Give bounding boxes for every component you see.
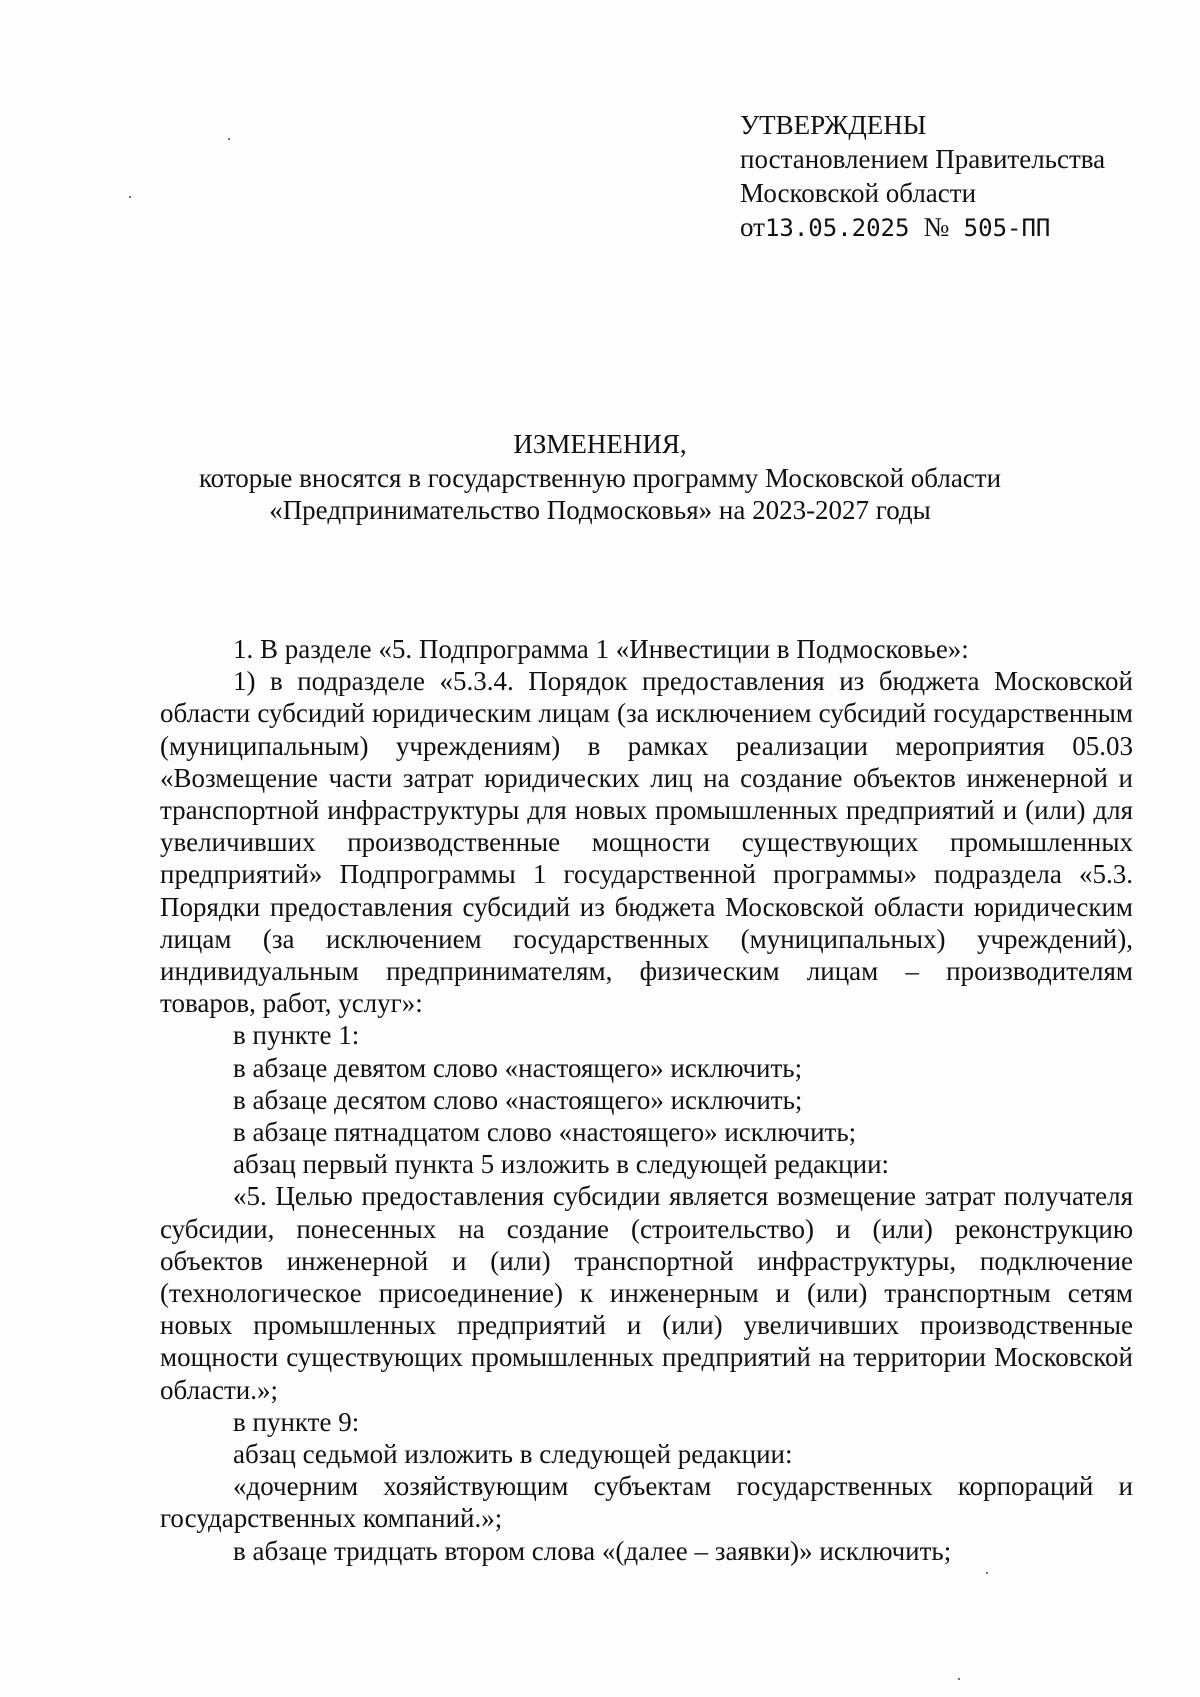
approval-number: 505-ПП [963,214,1051,242]
paragraph: в абзаце пятнадцатом слово «настоящего» исключить; [233,1117,857,1148]
document-body [160,633,1133,1567]
paragraph: в пункте 9: [233,1406,360,1437]
paragraph: абзац первый пункта 5 изложить в следующей редакции: [233,1149,890,1180]
document-title [0,428,1200,526]
paragraph: абзац седьмой изложить в следующей редакции: [233,1439,793,1470]
approval-number-sign: № [923,212,950,242]
title-program: «Предпринимательство Подмосковья» на 2023-2027 годы [269,495,931,525]
approval-block [740,108,1105,245]
paragraph: в абзаце тридцать втором слова «(далее – заявки)» исключить; [233,1535,952,1566]
scan-speck [129,196,131,198]
approval-issuer: постановлением Правительства [740,144,1106,174]
title-heading: ИЗМЕНЕНИЯ, [513,429,687,459]
approval-date: 13.05.2025 [764,214,910,242]
scan-speck [986,1572,988,1574]
paragraph: в абзаце девятом слово «настоящего» исключить; [233,1052,803,1083]
paragraph: в пункте 1: [233,1020,360,1051]
paragraph: «дочерним хозяйствующим субъектам государственных корпораций и государственных компаний.»; [160,1471,1133,1534]
scan-speck [228,138,230,140]
paragraph: 1) в подразделе «5.3.4. Порядок предоставления из бюджета Московской области субсидий юридическим лицам (за исключением субсидий государственным (муниципальным) учреждениям) в рамках реализации мероприятия 05.03 «Возмещение части затрат юридических лиц на создание объектов инженерной и транспортной инфраструктуры для новых промышленных предприятий и (или) для увеличивших производственные мощности существующих промышленных предприятий» Подпрограммы 1 государственной программы» подраздела «5.3. Порядки предоставления субсидий из бюджета Московской области юридическим лицам (за исключением государственных (муниципальных) учреждений), индивидуальным предпринимателям, физическим лицам – производителям товаров, работ, услуг»: [160,666,1133,1019]
approval-region: Московской области [740,178,977,208]
title-subject: которые вносятся в государственную программу Московской области [198,463,1002,493]
approval-date-line [740,210,1105,245]
scan-speck [958,1678,960,1680]
approval-heading: УТВЕРЖДЕНЫ [740,110,927,140]
approval-date-prefix: от [740,212,765,242]
paragraph: 1. В разделе «5. Подпрограмма 1 «Инвестиции в Подмосковье»: [233,634,969,664]
paragraph: в абзаце десятом слово «настоящего» исключить; [233,1084,803,1115]
paragraph: «5. Целью предоставления субсидии является возмещение затрат получателя субсидии, понесенных на создание (строительство) и (или) реконструкцию объектов инженерной и (или) транспортной инфраструктуры, подключение (технологическое присоединение) к инженерным и (или) транспортным сетям новых промышленных предприятий и (или) увеличивших производственные мощности существующих промышленных предприятий на территории Московской области.»; [160,1181,1133,1405]
